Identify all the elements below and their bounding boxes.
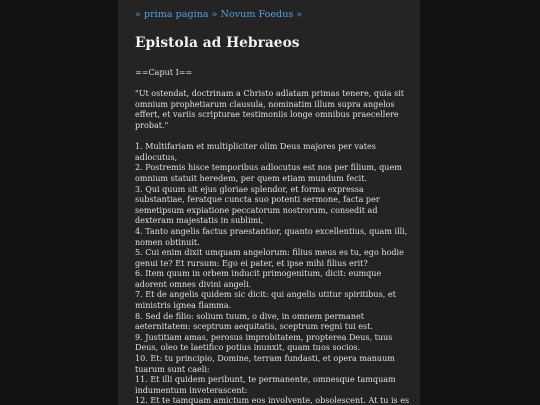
verse: 12. Et te tamquam amictum eos involvente, obsolescent. At tu is es: [135, 396, 410, 405]
verse: 9. Justitiam amas, perosus improbitatem, propterea Deus, tuus Deus, oleo te laetifico potius inunxit, quam tuos socios.: [135, 332, 393, 353]
breadcrumb-separator: »: [135, 9, 144, 20]
breadcrumb-separator: »: [208, 9, 221, 20]
verse: 2. Postremis hisce temporibus adlocutus est nos per filium, quem omnium statuit heredem, per quem etiam mundum fecit.: [135, 163, 402, 183]
verse: 3. Qui quum sit ejus gloriae splendor, et forma expressa substantiae, feratque cuncta suo potenti sermone, facta per semetipsum expiatione peccatorum nostrorum, consedit ad dexteram majestatis in sublimi,: [135, 184, 380, 226]
page-title: Epistola ad Hebraeos: [135, 35, 300, 51]
breadcrumb: [135, 8, 415, 22]
chapter-heading: ==Caput I==: [135, 68, 193, 77]
verse: 10. Et: tu principio, Domine, terram fundasti, et opera manuum tuarum sunt caeli:: [135, 354, 395, 374]
verse-list: [135, 142, 415, 405]
verse: 4. Tanto angelis factus praestantior, quanto excellentius, quam illi, nomen obtinuit.: [135, 226, 408, 247]
verse: 1. Multifariam et multipliciter olim Deus majores per vates adlocutus,: [135, 142, 376, 162]
breadcrumb-link-section[interactable]: Novum Foedus: [220, 9, 294, 20]
verse: 5. Cui enim dixit umquam angelorum: filius meus es tu, ego hodie genui te? Et rursum: Ego ei pater, et ipse mihi filius erit?: [135, 248, 404, 268]
verse: 11. Et illi quidem peribunt, te permanente, omnesque tamquam indumentum inveterascent:: [135, 375, 396, 395]
chapter-summary: "Ut ostendat, doctrinam a Christo adlatam primas tenere, quia sit omnium prophetiarum clausula, nominatim illum supra angelos effert, et variis scripturae testimoniis longe omnibus praecellere probat.": [135, 89, 405, 130]
breadcrumb-separator: »: [293, 9, 303, 20]
verse: 6. Item quum in orbem inducit primogenitum, dicit: eumque adorent omnes divini angeli.: [135, 269, 382, 289]
content-column: [118, 0, 420, 405]
verse: 8. Sed de filio: solium tuum, o dive, in omnem permanet aeternitatem: sceptrum aequitatis, sceptrum regni tui est.: [135, 311, 373, 332]
verse: 7. Et de angelis quidem sic dicit: qui angelis utitur spiritibus, et ministris ignea flamma.: [135, 290, 396, 311]
breadcrumb-link-home[interactable]: prima pagina: [143, 9, 209, 20]
article: [118, 0, 415, 405]
